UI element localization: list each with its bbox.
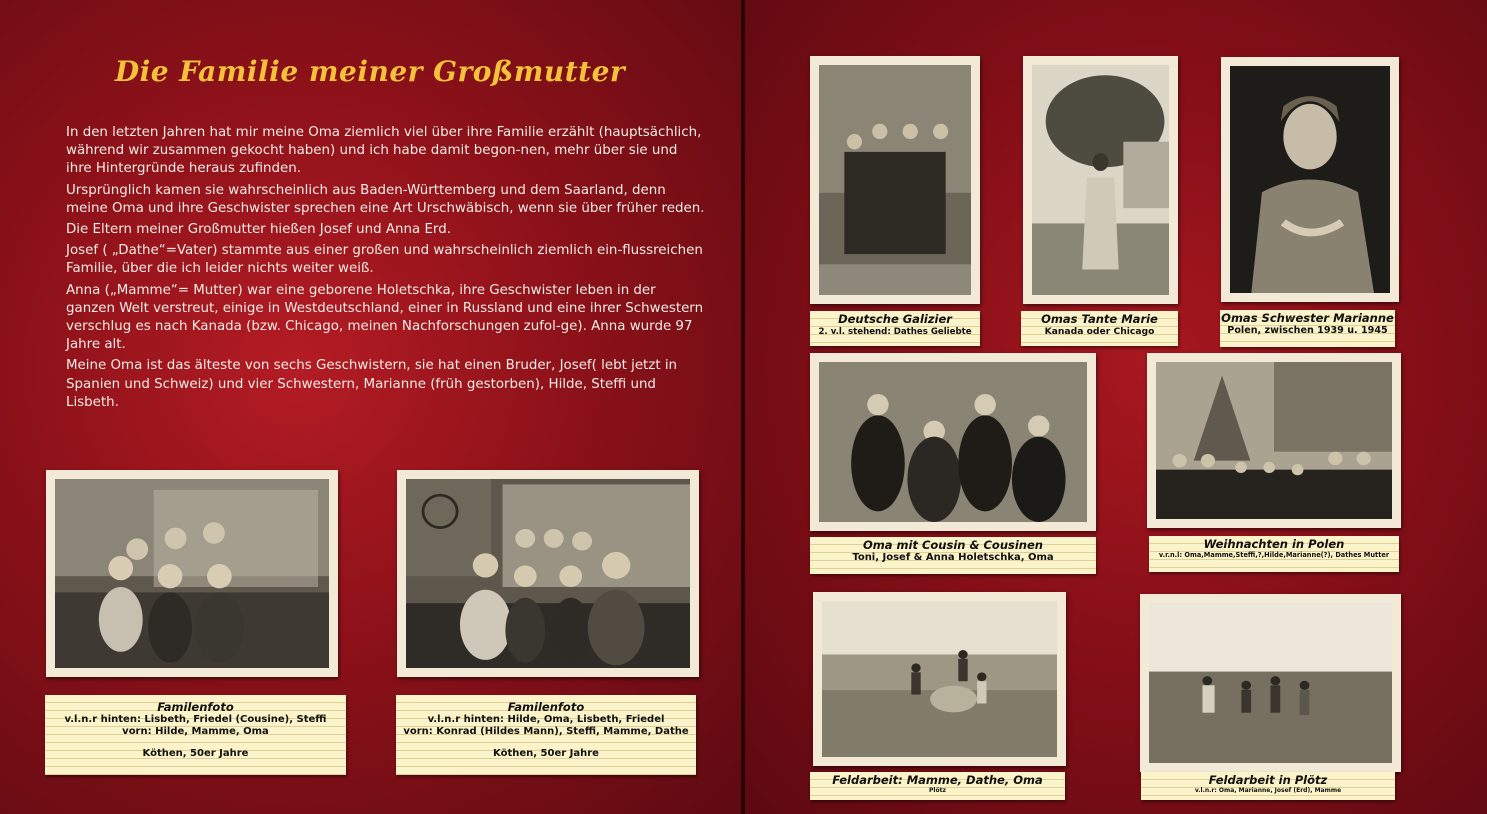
- caption-line: Kanada oder Chicago: [1044, 326, 1155, 337]
- caption-title: Oma mit Cousin & Cousinen: [863, 538, 1043, 552]
- photo-feldarbeit-2: [1140, 594, 1401, 772]
- caption-line: vorn: Hilde, Mamme, Oma: [122, 726, 269, 737]
- caption-line: Plötz: [929, 787, 946, 794]
- photo-tante-marie: [1023, 56, 1178, 304]
- caption-feldarbeit-1: [810, 772, 1065, 800]
- paragraph: In den letzten Jahren hat mir meine Oma ziemlich viel über ihre Familie erzählt (hauptsächlich, während wir zusammen gekocht haben) und ich habe damit begon-nen, mehr über sie und ihre Hintergründe heraus zufinden.: [66, 125, 702, 177]
- caption-cousins: [810, 537, 1096, 574]
- caption-line: Toni, Josef & Anna Holetschka, Oma: [852, 552, 1054, 563]
- caption-line: Köthen, 50er Jahre: [493, 748, 599, 759]
- caption-line: v.l.n.r hinten: Hilde, Oma, Lisbeth, Friedel: [427, 714, 665, 725]
- caption-title: Feldarbeit: Mamme, Dathe, Oma: [832, 773, 1043, 787]
- caption-line: v.r.n.l: Oma,Mamme,Steffi,?,Hilde,Marianne(?), Dathes Mutter: [1158, 551, 1390, 559]
- caption-weihnachten: [1149, 536, 1399, 572]
- caption-title: Weihnachten in Polen: [1203, 537, 1345, 551]
- book-spine: [741, 0, 745, 814]
- caption-title: Deutsche Galizier: [838, 312, 952, 326]
- caption-line: v.l.n.r hinten: Lisbeth, Friedel (Cousine), Steffi: [64, 714, 327, 725]
- family-photo-2: [397, 470, 699, 677]
- caption-title: Feldarbeit in Plötz: [1208, 773, 1328, 787]
- caption-title: Omas Schwester Marianne: [1221, 311, 1394, 325]
- caption-line: v.l.n.r: Oma, Marianne, Josef (Erd), Mamme: [1194, 787, 1342, 794]
- photo-weihnachten: [1147, 353, 1401, 528]
- paragraph: Josef ( „Dathe“=Vater) stammte aus einer großen und wahrscheinlich ziemlich ein-flussreichen Familie, über die ich leider nichts weiter weiß.: [66, 243, 703, 277]
- caption-line: vorn: Konrad (Hildes Mann), Steffi, Mamme, Dathe: [403, 726, 689, 737]
- caption-title: Omas Tante Marie: [1041, 312, 1158, 326]
- caption-line: 2. v.l. stehend: Dathes Geliebte: [818, 327, 972, 337]
- paragraph: Ursprünglich kamen sie wahrscheinlich aus Baden-Württemberg und dem Saarland, denn meine Oma und ihre Geschwister sprechen eine Art Urschwäbisch, wenn sie über früher reden.: [66, 182, 705, 216]
- photo-cousins: [810, 353, 1096, 531]
- caption-family-photo-1: [45, 695, 346, 775]
- page-title: Die Familie meiner Großmutter: [114, 55, 626, 88]
- story-text: [66, 124, 706, 415]
- caption-tante-marie: [1021, 311, 1178, 346]
- caption-title: Familenfoto: [157, 700, 234, 714]
- photo-marianne: [1221, 57, 1399, 302]
- paragraph: Anna („Mamme“= Mutter) war eine geborene Holetschka, ihre Geschwister leben in der ganzen Welt verstreut, einige in Westdeutschland, einer in Russland und eine ihrer Schwestern verschlug es nach Kanada (bzw. Chicago, meinen Nachforschungen zufol-ge). Anna wurde 97 Jahre alt.: [66, 282, 704, 353]
- caption-line: Köthen, 50er Jahre: [142, 748, 249, 759]
- photo-galizier: [810, 56, 980, 304]
- caption-title: Familenfoto: [507, 700, 585, 714]
- caption-feldarbeit-2: [1141, 772, 1395, 800]
- paragraph: Meine Oma ist das älteste von sechs Geschwistern, sie hat einen Bruder, Josef( lebt jetzt in Spanien und Schweiz) und vier Schwestern, Marianne (früh gestorben), Hilde, Steffi und Lisbeth.: [66, 358, 678, 410]
- caption-galizier: [810, 311, 980, 346]
- photo-feldarbeit-1: [813, 592, 1066, 766]
- family-photo-1: [46, 470, 338, 677]
- caption-marianne: [1220, 310, 1395, 347]
- caption-family-photo-2: [396, 695, 696, 775]
- caption-line: Polen, zwischen 1939 u. 1945: [1227, 325, 1388, 336]
- paragraph: Die Eltern meiner Großmutter hießen Josef und Anna Erd.: [66, 222, 451, 238]
